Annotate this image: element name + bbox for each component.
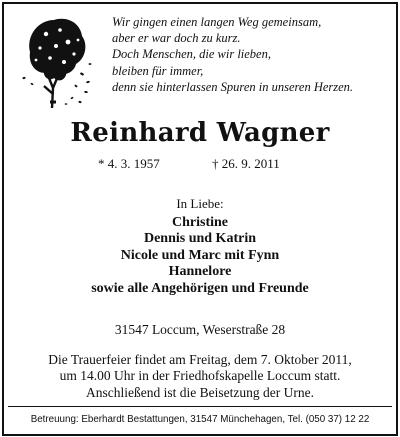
funeral-line: Die Trauerfeier findet am Freitag, dem 7. Oktober 2011, bbox=[48, 352, 352, 367]
footer-divider bbox=[8, 406, 392, 407]
mourners-list bbox=[4, 215, 396, 297]
obituary-notice bbox=[2, 2, 398, 436]
mourner-name: Hannelore bbox=[168, 264, 232, 280]
family-address: 31547 Loccum, Weserstraße 28 bbox=[114, 322, 286, 337]
birth-date: * 4. 3. 1957 bbox=[98, 156, 160, 171]
poem-line: Wir gingen einen langen Weg gemeinsam, bbox=[112, 15, 322, 29]
funeral-line: Anschließend ist die Beisetzung der Urne. bbox=[86, 384, 314, 400]
poem-line: denn sie hinterlassen Spuren in unseren Herzen. bbox=[112, 79, 354, 94]
mourner-name: sowie alle Angehörigen und Freunde bbox=[91, 280, 309, 296]
funeral-line: um 14.00 Uhr in der Friedhofskapelle Loccum statt. bbox=[59, 368, 341, 384]
mourner-name: Christine bbox=[172, 215, 228, 230]
poem bbox=[112, 14, 353, 95]
mourner-name: Dennis und Katrin bbox=[143, 231, 257, 247]
poem-line: Doch Menschen, die wir lieben, bbox=[112, 47, 271, 62]
poem-line: bleiben für immer, bbox=[112, 63, 204, 78]
mourner-name: Nicole und Marc mit Fynn bbox=[120, 247, 280, 263]
poem-line: aber er war doch zu kurz. bbox=[112, 31, 241, 46]
deceased-name: Reinhard Wagner bbox=[70, 118, 330, 148]
death-date: † 26. 9. 2011 bbox=[212, 156, 280, 171]
tree-with-falling-leaves-icon bbox=[16, 12, 94, 108]
funeral-details bbox=[4, 352, 396, 401]
funeral-home-credit: Betreuung: Eberhardt Bestattungen, 31547 Münchehagen, Tel. (050 37) 12 22 bbox=[30, 414, 370, 425]
mourners-intro: In Liebe: bbox=[176, 196, 224, 211]
